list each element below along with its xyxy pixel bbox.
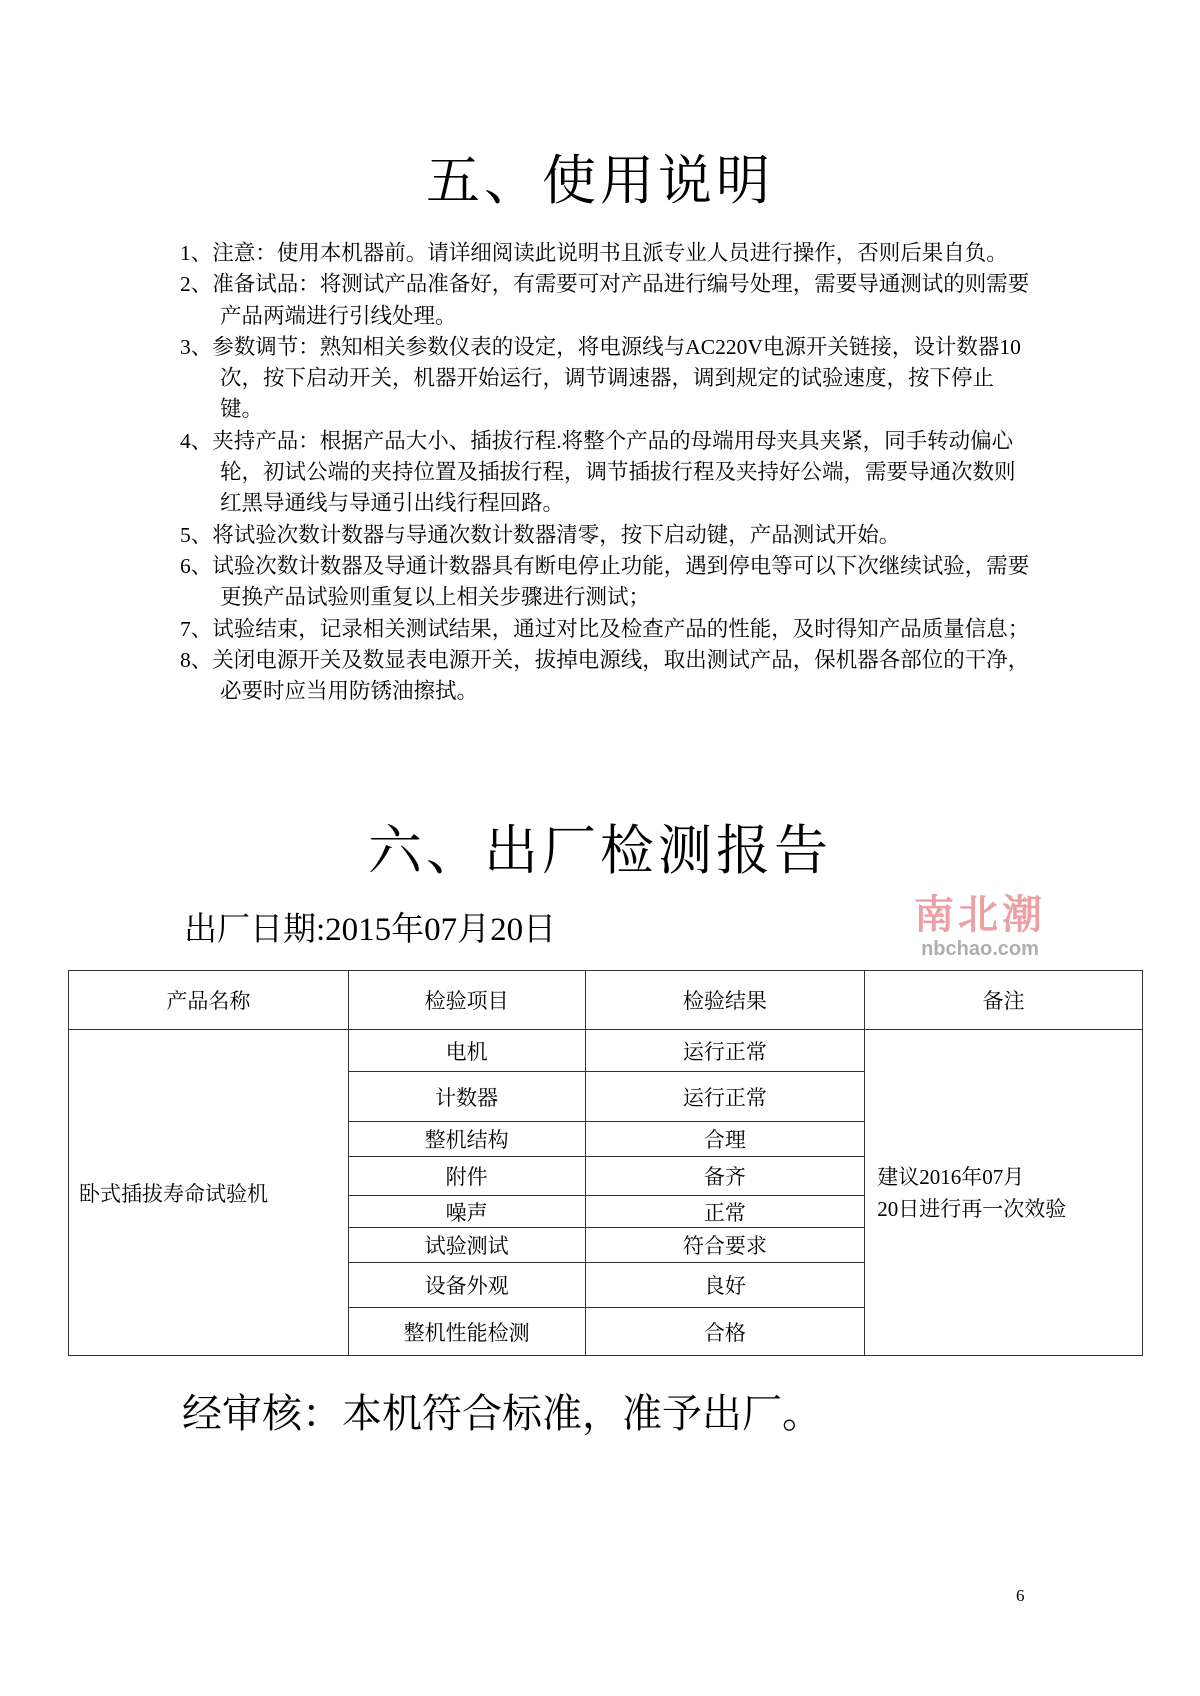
watermark-logo (880, 893, 1080, 961)
item-cell: 整机性能检测 (348, 1308, 585, 1356)
product-name-cell: 卧式插拔寿命试验机 (69, 1030, 349, 1356)
factory-date: 出厂日期:2015年07月20日 (184, 912, 557, 948)
list-item: 7、试验结束，记录相关测试结果，通过对比及检查产品的性能，及时得知产品质量信息； (180, 616, 1030, 641)
list-item: 5、将试验次数计数器与导通次数计数器清零，按下启动键，产品测试开始。 (180, 522, 901, 547)
header-inspection-item: 检验项目 (348, 971, 585, 1030)
section-title-usage: 五、使用说明 (426, 151, 774, 211)
result-cell: 运行正常 (585, 1072, 865, 1122)
item-cell: 电机 (348, 1030, 585, 1072)
remarks-cell (865, 1030, 1143, 1356)
item-cell: 设备外观 (348, 1263, 585, 1308)
usage-instructions-list (180, 238, 1030, 707)
item-cell: 噪声 (348, 1196, 585, 1228)
section-title-report: 六、出厂检测报告 (368, 821, 832, 881)
page-number: 6 (1016, 1586, 1025, 1605)
item-cell: 整机结构 (348, 1122, 585, 1157)
table-header-row (69, 971, 1143, 1030)
list-item: 6、试验次数计数器及导通计数器具有断电停止功能，遇到停电等可以下次继续试验，需要更换产品试验则重复以上相关步骤进行测试； (180, 553, 1030, 610)
list-item: 4、夹持产品：根据产品大小、插拔行程.将整个产品的母端用母夹具夹紧，同手转动偏心轮，初试公端的夹持位置及插拔行程，调节插拔行程及夹持好公端，需要导通次数则红黑导通线与导通引出线行程回路。 (180, 428, 1016, 516)
list-item: 3、参数调节：熟知相关参数仪表的设定，将电源线与AC220V电源开关链接，设计数器10次，按下启动开关，机器开始运行，调节调速器，调到规定的试验速度，按下停止键。 (180, 334, 1021, 422)
remarks-line: 建议2016年07月 (877, 1164, 1025, 1189)
header-remarks: 备注 (865, 971, 1143, 1030)
result-cell: 备齐 (585, 1157, 865, 1196)
watermark-en: nbchao.com (921, 938, 1039, 960)
result-cell: 合理 (585, 1122, 865, 1157)
remarks-line: 20日进行再一次效验 (877, 1196, 1067, 1221)
result-cell: 正常 (585, 1196, 865, 1228)
item-cell: 附件 (348, 1157, 585, 1196)
inspection-table (68, 970, 1143, 1356)
watermark-cn: 南北潮 (914, 892, 1046, 937)
table-row (69, 1030, 1143, 1072)
header-product-name: 产品名称 (69, 971, 349, 1030)
list-item: 2、准备试品：将测试产品准备好，有需要可对产品进行编号处理，需要导通测试的则需要产品两端进行引线处理。 (180, 272, 1030, 328)
list-item: 8、关闭电源开关及数显表电源开关，拔掉电源线，取出测试产品，保机器各部位的干净，必要时应当用防锈油擦拭。 (180, 647, 1030, 704)
approval-conclusion: 经审核：本机符合标准，准予出厂。 (182, 1391, 822, 1436)
list-item: 1、注意：使用本机器前。请详细阅读此说明书且派专业人员进行操作，否则后果自负。 (180, 241, 1008, 265)
result-cell: 符合要求 (585, 1228, 865, 1263)
result-cell: 良好 (585, 1263, 865, 1308)
item-cell: 计数器 (348, 1072, 585, 1122)
result-cell: 运行正常 (585, 1030, 865, 1072)
header-inspection-result: 检验结果 (585, 971, 865, 1030)
item-cell: 试验测试 (348, 1228, 585, 1263)
result-cell: 合格 (585, 1308, 865, 1356)
